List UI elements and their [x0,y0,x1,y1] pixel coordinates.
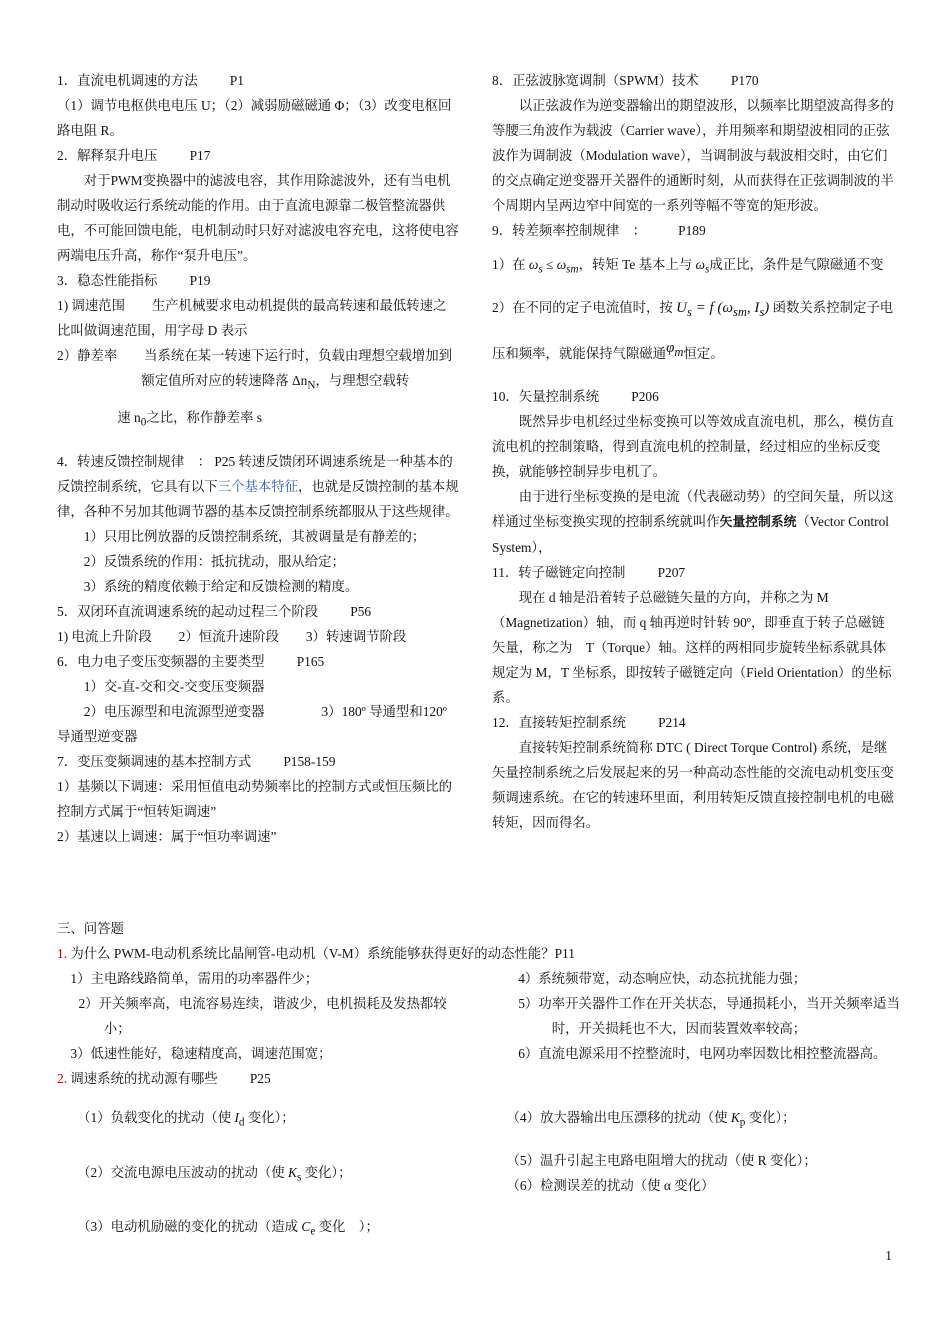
page-number: 1 [885,1248,892,1263]
questions-section [57,916,902,1251]
answer-item: （6）检测误差的扰动（使 α 变化） [506,1177,715,1193]
formula-us-function: $U_s = f$ ($\omega_{sm}$, $I_s$) [676,299,770,319]
answer-item: （5）温升引起主电路电阻增大的扰动（使 R 变化）； [506,1152,817,1168]
section-2-text: 对于PWM变换器中的滤波电容，其作用除滤波外，还有当电机制动时吸收运行系统动能的作用。由于直流电源靠二极管整流器供电，不可能回馈电能，电机制动时只好对滤波电容充电，这将使电容两端电压升高，称作“泵升电压”。 [57,173,459,263]
answer-item: 4）系统频带宽，动态响应快，动态抗扰能力强； [518,971,807,986]
section-11-heading: 11．转子磁链定向控制 P207 [492,564,686,580]
formula-phi-m: $\varphi_m$ [666,339,684,359]
question-2: 2. 调速系统的扰动源有哪些 P25 [57,1071,271,1086]
formula-omega-s: $\omega_s$ [695,257,710,276]
section-9-item-1: 1）在 $\omega_s \le \omega_{sm}$，转矩 Te 基本上与 $\omega_s$成正比，条件是气隙磁通不变 [492,257,884,276]
section-5-text: 1) 电流上升阶段 2）恒流升速阶段 3）转速调节阶段 [57,629,407,645]
section-6-item-2: 2）电压源型和电流源型逆变器 3）180º 导通型和120º 导通型逆变器 [57,704,447,745]
answer-item: （4）放大器输出电压漂移的扰动（使 $K_p$ 变化）； [506,1110,796,1129]
questions-heading: 三、问答题 [57,921,124,936]
section-1-text: （1）调节电枢供电电压 U；（2）减弱励磁磁通 Φ；（3）改变电枢回路电阻 R。 [57,98,452,138]
question-1: 1. 为什么 PWM-电动机系统比晶闸管-电动机（V-M）系统能够获得更好的动态性能？P11 [57,946,575,961]
section-8-text: 以正弦波作为逆变器输出的期望波形，以频率比期望波高得多的等腰三角波作为载波（Carrier wave），并用频率和期望波相同的正弦波作为调制波（Modulation wave），当调制波与载波相交时，由它们的交点确定逆变器开关器件的通断时刻，从而获得在正弦调制波的半个周期内呈两边窄中间宽的一系列等幅不等宽的矩形波。 [492,98,894,213]
answer-item: （2）交流电源电压波动的扰动（使 $K_s$ 变化）； [77,1164,352,1184]
section-6-heading: 6．电力电子变压变频器的主要类型 P165 [57,654,325,670]
right-column [492,68,894,835]
section-3-item-2-cont: 速 $n_0$之比，称作静差率 s [117,409,262,429]
section-4-item-1: 1）只用比例放器的反馈控制系统，其被调量是有静差的； [83,529,426,545]
section-1-heading: 1．直流电机调速的方法 P1 [57,73,244,88]
section-7-item-2: 2）基速以上调速：属于“恒功率调速” [57,829,277,845]
section-12-heading: 12．直接转矩控制系统 P214 [492,714,686,730]
section-3-item-1: 1) 调速范围 生产机械要求电动机提供的最高转速和最低转速之比叫做调速范围，用字母 D 表示 [57,298,447,338]
answer-item: 2）开关频率高，电流容易连续，谐波少，电机损耗及发热都较小； [78,996,447,1036]
question-1-answers [57,966,902,1066]
section-9-heading: 9．转差频率控制规律 ： P189 [492,223,706,238]
section-6-item-1: 1）交-直-交和交-交变压变频器 [83,679,265,695]
answer-item: （3）电动机励磁的变化的扰动（造成 $C_e$ 变化 ）； [77,1219,379,1239]
answer-item: 5）功率开关器件工作在开关状态，导通损耗小，当开关频率适当时，开关损耗也不大，因而装置效率较高； [518,996,900,1036]
answer-item: 3）低速性能好，稳速精度高，调速范围宽； [70,1046,332,1061]
answer-item: 1）主电路线路简单，需用的功率器件少； [70,971,319,986]
question-2-answers [57,1099,902,1251]
section-2-heading: 2．解释泵升电压 P17 [57,148,211,163]
section-4-item-3: 3）系统的精度依赖于给定和反馈检测的精度。 [83,579,359,595]
formula-slip-condition: $\omega_s \le \omega_{sm}$ [528,257,579,276]
section-4-text: 4．转速反馈控制规律 ： P25 转速反馈闭环调速系统是一种基本的反馈控制系统，它具有以下三个基本特征，也就是反馈控制的基本规律，各种不另加其他调节器的基本反馈控制系统都服从于这些规律。 [57,454,459,520]
answer-item: （1）负载变化的扰动（使 $I_d$ 变化）； [77,1110,295,1129]
section-7-heading: 7．变压变频调速的基本控制方式 P158-159 [57,754,336,770]
section-10-heading: 10．矢量控制系统 P206 [492,388,659,404]
section-10-text-2: 由于进行坐标变换的是电流（代表磁动势）的空间矢量，所以这样通过坐标变换实现的控制系统就叫作矢量控制系统（Vector Control System）， [492,488,894,555]
section-3-item-2: 2）静差率 当系统在某一转速下运行时，负载由理想空载增加到额定值所对应的转速降落 $\Delta n_N$，与理想空载转 [57,348,453,392]
section-7-item-1: 1）基频以下调速：采用恒值电动势频率比的控制方式或恒压频比的控制方式属于“恒转矩调速” [57,779,453,820]
section-5-heading: 5．双闭环直流调速系统的起动过程三个阶段 P56 [57,604,372,620]
section-9-item-2: 2）在不同的定子电流值时，按 $U_s = f$ ($\omega_{sm}$, $I_s$) 函数关系控制定子电压和频率，就能保持气隙磁通$\varphi_m$恒定。 [492,299,894,361]
section-3-heading: 3．稳态性能指标 P19 [57,273,211,288]
section-4-item-2: 2）反馈系统的作用：抵抗扰动，服从给定； [83,554,345,570]
left-column [57,68,459,849]
section-11-text: 现在 d 轴是沿着转子总磁链矢量的方向，并称之为 M（Magnetization）轴，而 q 轴再逆时针转 90º，即垂直于转子总磁链矢量，称之为 T（Torque）轴。这样的两相同步旋转坐标系就具体规定为 M，T 坐标系，即按转子磁链定向（Field Orientation）的坐标系。 [492,589,892,705]
section-10-text-1: 既然异步电机经过坐标变换可以等效成直流电机，那么，模仿直流电机的控制策略，得到直流电机的控制量，经过相应的坐标反变换，就能够控制异步电机了。 [492,413,894,479]
section-12-text: 直接转矩控制系统简称 DTC ( Direct Torque Control) 系统，是继矢量控制系统之后发展起来的另一种高动态性能的交流电动机变压变频调速系统。在它的转速环里面，利用转矩反馈直接控制电机的电磁转矩，因而得名。 [492,739,894,830]
answer-item: 6）直流电源采用不控整流时，电网功率因数比相控整流器高。 [518,1046,887,1061]
section-8-heading: 8．正弦波脉宽调制（SPWM）技术 P170 [492,73,759,88]
